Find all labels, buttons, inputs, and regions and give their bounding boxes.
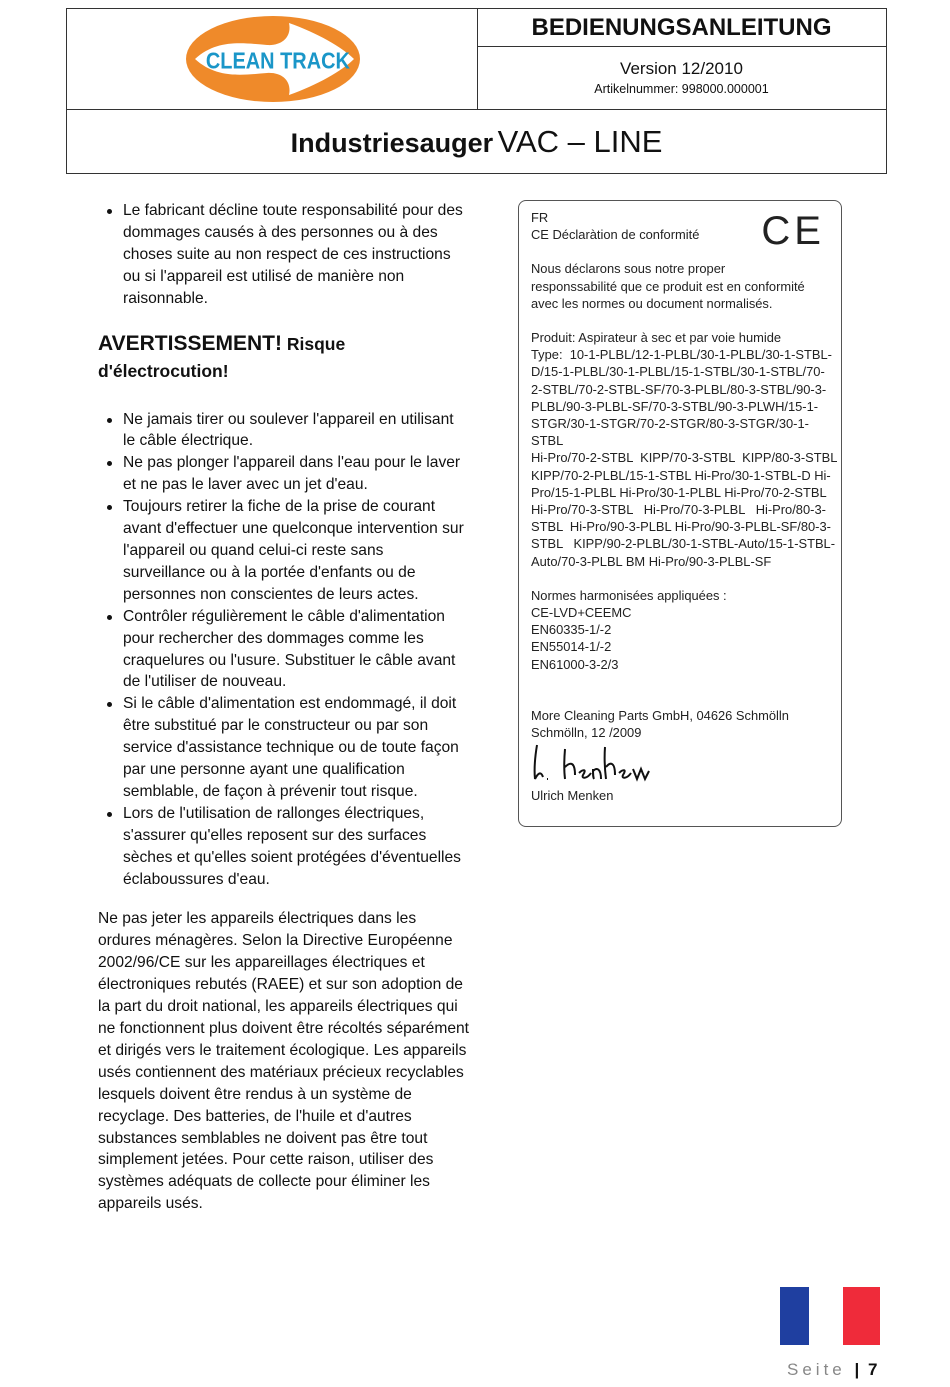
list-item: Si le câble d'alimentation est endommagé, il doit être substitué par le constructeur ou par son service d'assistance technique ou de toute façon par une personne ayant une qualification semblable, de façon à prévenir tout risque. bbox=[123, 693, 470, 803]
type-line: Auto/70-3-PLBL BM Hi-Pro/90-3-PLBL-SF bbox=[531, 553, 772, 569]
ce-declaration-box bbox=[518, 200, 842, 827]
clean-track-logo bbox=[67, 9, 477, 109]
flag-blue-stripe bbox=[780, 1287, 809, 1345]
norm-item: EN60335-1/-2 bbox=[531, 622, 612, 638]
product-title-line: VAC – LINE bbox=[497, 124, 663, 159]
type-line: Hi-Pro/70-2-STBL KIPP/70-3-STBL KIPP/80-3-STBL bbox=[531, 450, 838, 466]
product-types bbox=[531, 329, 841, 570]
list-item: Le fabricant décline toute responsabilité pour des dommages causés à des personnes ou à des choses suite au non respect de ces instructions ou si l'appareil est utilisé de manière non raisonnable. bbox=[123, 200, 470, 310]
norm-item: EN55014-1/-2 bbox=[531, 639, 612, 655]
type-line: PLBL/90-3-PLBL-SF/70-3-STBL/90-3-PLWH/15-1- bbox=[531, 398, 819, 414]
page-label: Seite bbox=[787, 1360, 846, 1379]
norms bbox=[531, 587, 841, 673]
version: Version 12/2010 bbox=[620, 59, 743, 78]
norms-title: Normes harmonisées appliquées : bbox=[531, 587, 727, 603]
page-number bbox=[787, 1360, 877, 1380]
type-line: STBL KIPP/90-2-PLBL/30-1-STBL-Auto/15-1-STBL- bbox=[531, 536, 836, 552]
type-line: STGR/30-1-STGR/70-2-STGR/80-3-STGR/30-1-STBL bbox=[531, 416, 809, 449]
page-separator: | bbox=[854, 1360, 860, 1379]
list-item: Ne pas plonger l'appareil dans l'eau pour le laver et ne pas le laver avec un jet d'eau. bbox=[123, 452, 470, 496]
declaration-lang: FR bbox=[531, 210, 549, 225]
product-title-bold: Industriesauger bbox=[290, 128, 494, 158]
product-name: Produit: Aspirateur à sec et par voie humide bbox=[531, 330, 782, 346]
norm-item: CE-LVD+CEEMC bbox=[531, 605, 632, 621]
list-item: Contrôler régulièrement le câble d'alimentation pour rechercher des dommages comme les craquelures ou l'usure. Substituer le câble avant de l'utiliser de nouveau. bbox=[123, 606, 470, 694]
statement-line: Nous déclarons sous notre proper bbox=[531, 261, 726, 277]
type-line: STBL Hi-Pro/90-3-PLBL Hi-Pro/90-3-PLBL-SF/80-3- bbox=[531, 519, 831, 535]
place-date: Schmölln, 12 /2009 bbox=[531, 725, 642, 741]
ce-mark-icon: CE bbox=[761, 209, 825, 253]
statement-line: responssabilité que ce produit est en conformité bbox=[531, 278, 805, 294]
type-line: Type: 10-1-PLBL/12-1-PLBL/30-1-PLBL/30-1-STBL- bbox=[531, 347, 832, 363]
type-line: 2-STBL/70-2-STBL-SF/70-3-PLBL/80-3-STBL/90-3- bbox=[531, 381, 827, 397]
declaration-title: CE Déclaràtion de conformité bbox=[531, 227, 700, 243]
signature bbox=[531, 739, 661, 783]
signer-name: Ulrich Menken bbox=[531, 788, 614, 804]
svg-text:CLEAN TRACK: CLEAN TRACK bbox=[205, 46, 350, 74]
warning-label: AVERTISSEMENT! bbox=[98, 331, 282, 355]
warning-text: Risque d'électrocution! bbox=[98, 333, 346, 381]
page-num: 7 bbox=[867, 1360, 878, 1379]
list-item: Toujours retirer la fiche de la prise de courant avant d'effectuer une quelconque intervention sur l'appareil ou quand celui-ci reste sans surveillance ou à la portée d'enfants ou de personnes non conscientes de leurs actes. bbox=[123, 496, 470, 606]
flag-red-stripe bbox=[843, 1287, 880, 1345]
article-number: Artikelnummer: 998000.000001 bbox=[594, 82, 769, 96]
norm-item: EN61000-3-2/3 bbox=[531, 656, 619, 672]
doc-title: BEDIENUNGSANLEITUNG bbox=[477, 9, 886, 47]
declaration-statement bbox=[531, 260, 841, 312]
disposal-paragraph: Ne pas jeter les appareils électriques dans les ordures ménagères. Selon la Directive Européenne 2002/96/CE sur les appareillages électriques et électroniques rebutés (RAEE) et sur son adoption de la part du droit national, les appareils électriques qui ne fonctionnent plus doivent être récoltés séparément et dirigés vers le traitement écologique. Les appareils usés contiennent des matériaux précieux recyclables lesquels doivent être rendus à un système de recyclage. Des batteries, de l'huile et d'autres substances semblables ne doivent pas être tout simplement jetées. Pour cette raison, utiliser des systèmes adéquats de collecte pour éliminer les appareils usés. bbox=[98, 910, 470, 1213]
type-line: Hi-Pro/70-3-STBL Hi-Pro/70-3-PLBL Hi-Pro/80-3- bbox=[531, 502, 826, 518]
type-line: Pro/15-1-PLBL Hi-Pro/30-1-PLBL Hi-Pro/70-2-STBL bbox=[531, 484, 827, 500]
type-line: KIPP/70-2-PLBL/15-1-STBL Hi-Pro/30-1-STBL-D Hi- bbox=[531, 467, 831, 483]
company: More Cleaning Parts GmbH, 04626 Schmölln bbox=[531, 707, 789, 723]
document-header bbox=[66, 8, 887, 174]
safety-text bbox=[98, 200, 470, 1215]
warning-list bbox=[98, 409, 470, 891]
list-item: Ne jamais tirer ou soulever l'appareil en utilisant le câble électrique. bbox=[123, 409, 470, 453]
logo-cell bbox=[67, 9, 478, 109]
type-line: D/15-1-PLBL/30-1-PLBL/15-1-STBL/30-1-STBL/70- bbox=[531, 364, 825, 380]
version-cell bbox=[477, 46, 886, 109]
statement-line: avec les normes ou document normalisés. bbox=[531, 295, 773, 311]
list-item: Lors de l'utilisation de rallonges électriques, s'assurer qu'elles reposent sur des surfaces sèches et qu'elles soient protégées d'éventuelles éclaboussures d'eau. bbox=[123, 803, 470, 891]
product-title bbox=[67, 109, 886, 173]
warning-heading bbox=[98, 330, 470, 385]
